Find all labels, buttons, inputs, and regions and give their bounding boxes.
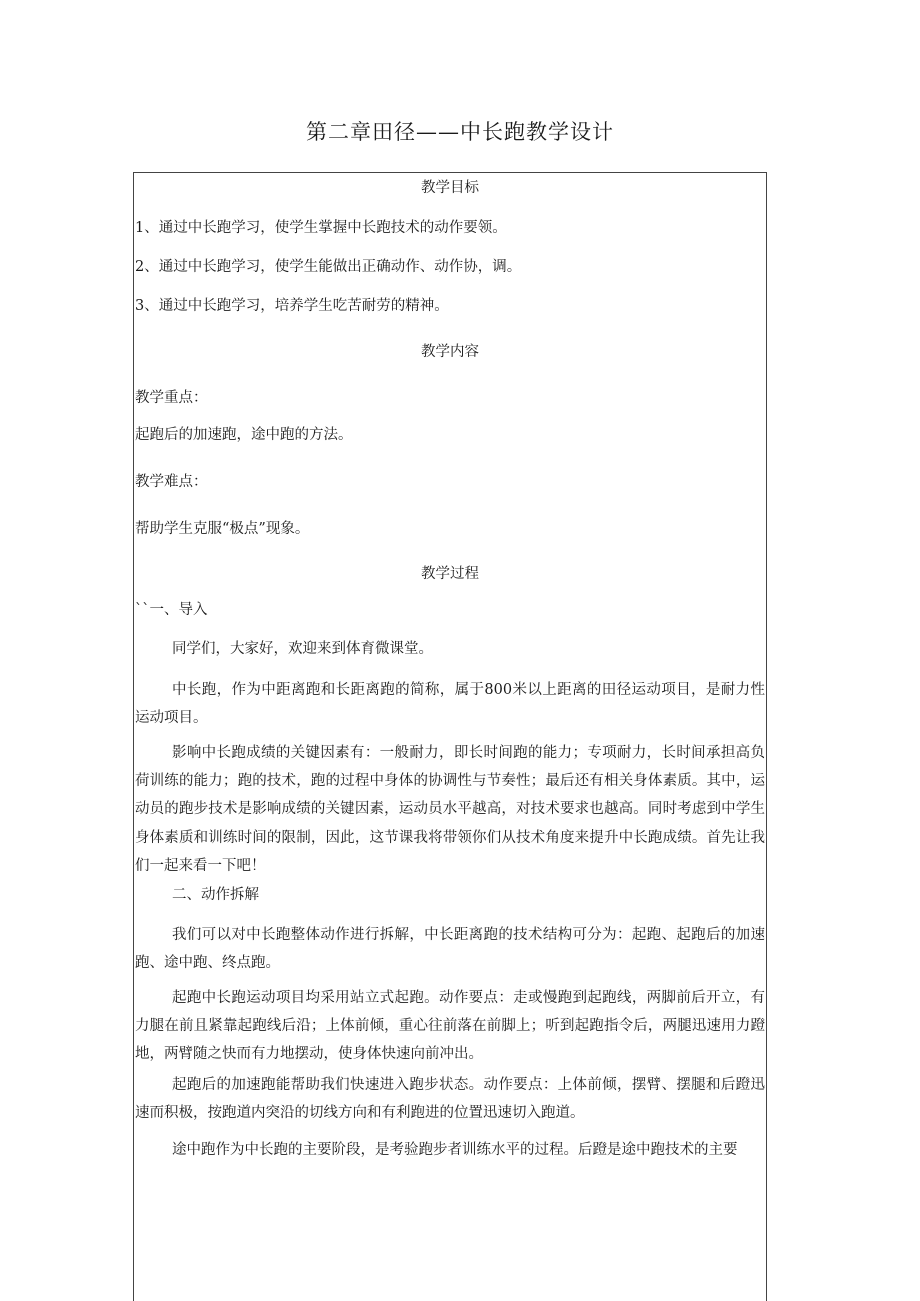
difficulty-text: 帮助学生克服“极点”现象。 [135,521,310,537]
goal-item-3: 3、通过中长跑学习，培养学生吃苦耐劳的精神。 [135,298,449,314]
document-title: 第二章田径——中长跑教学设计 [306,120,614,144]
section-title-intro: ``一、导入 [135,602,208,618]
goals-heading: 教学目标 [421,180,479,196]
breakdown-paragraph-2: 起跑中长跑运动项目均采用站立式起跑。动作要点：走或慢跑到起跑线，两脚前后开立，有力腿在前且紧靠起跑线后沿；上体前倾，重心往前落在前脚上；听到起跑指令后，两腿迅速用力蹬地，两臂随之快而有力地摆动，使身体快速向前冲出。 [135,990,765,1063]
intro-paragraph-2: 中长跑，作为中距离跑和长距离跑的简称，属于800米以上距离的田径运动项目，是耐力性运动项目。 [135,682,765,727]
intro-paragraph-1: 同学们，大家好，欢迎来到体育微课堂。 [172,641,433,657]
goal-item-1: 1、通过中长跑学习，使学生掌握中长跑技术的动作要领。 [135,220,507,236]
lesson-table [133,172,767,1301]
goal-item-2: 2、通过中长跑学习，使学生能做出正确动作、动作协，调。 [135,259,522,275]
breakdown-paragraph-3: 起跑后的加速跑能帮助我们快速进入跑步状态。动作要点：上体前倾，摆臂、摆腿和后蹬迅速而积极，按跑道内突沿的切线方向和有利跑进的位置迅速切入跑道。 [135,1077,765,1122]
breakdown-paragraph-1: 我们可以对中长跑整体动作进行拆解，中长距离跑的技术结构可分为：起跑、起跑后的加速跑、途中跑、终点跑。 [135,927,765,972]
key-point-label: 教学重点： [135,390,208,406]
breakdown-paragraph-4: 途中跑作为中长跑的主要阶段，是考验跑步者训练水平的过程。后蹬是途中跑技术的主要 [172,1142,738,1158]
section-title-breakdown: 二、动作拆解 [172,887,259,903]
intro-paragraph-3: 影响中长跑成绩的关键因素有：一般耐力，即长时间跑的能力；专项耐力，长时间承担高负荷训练的能力；跑的技术，跑的过程中身体的协调性与节奏性；最后还有相关身体素质。其中，运动员的跑步技术是影响成绩的关键因素，运动员水平越高，对技术要求也越高。同时考虑到中学生身体素质和训练时间的限制，因此，这节课我将带领你们从技术角度来提升中长跑成绩。首先让我们一起来看一下吧！ [135,745,765,874]
key-point-text: 起跑后的加速跑，途中跑的方法。 [135,427,353,443]
process-heading: 教学过程 [421,566,479,582]
content-heading: 教学内容 [421,344,479,360]
difficulty-label: 教学难点： [135,474,208,490]
